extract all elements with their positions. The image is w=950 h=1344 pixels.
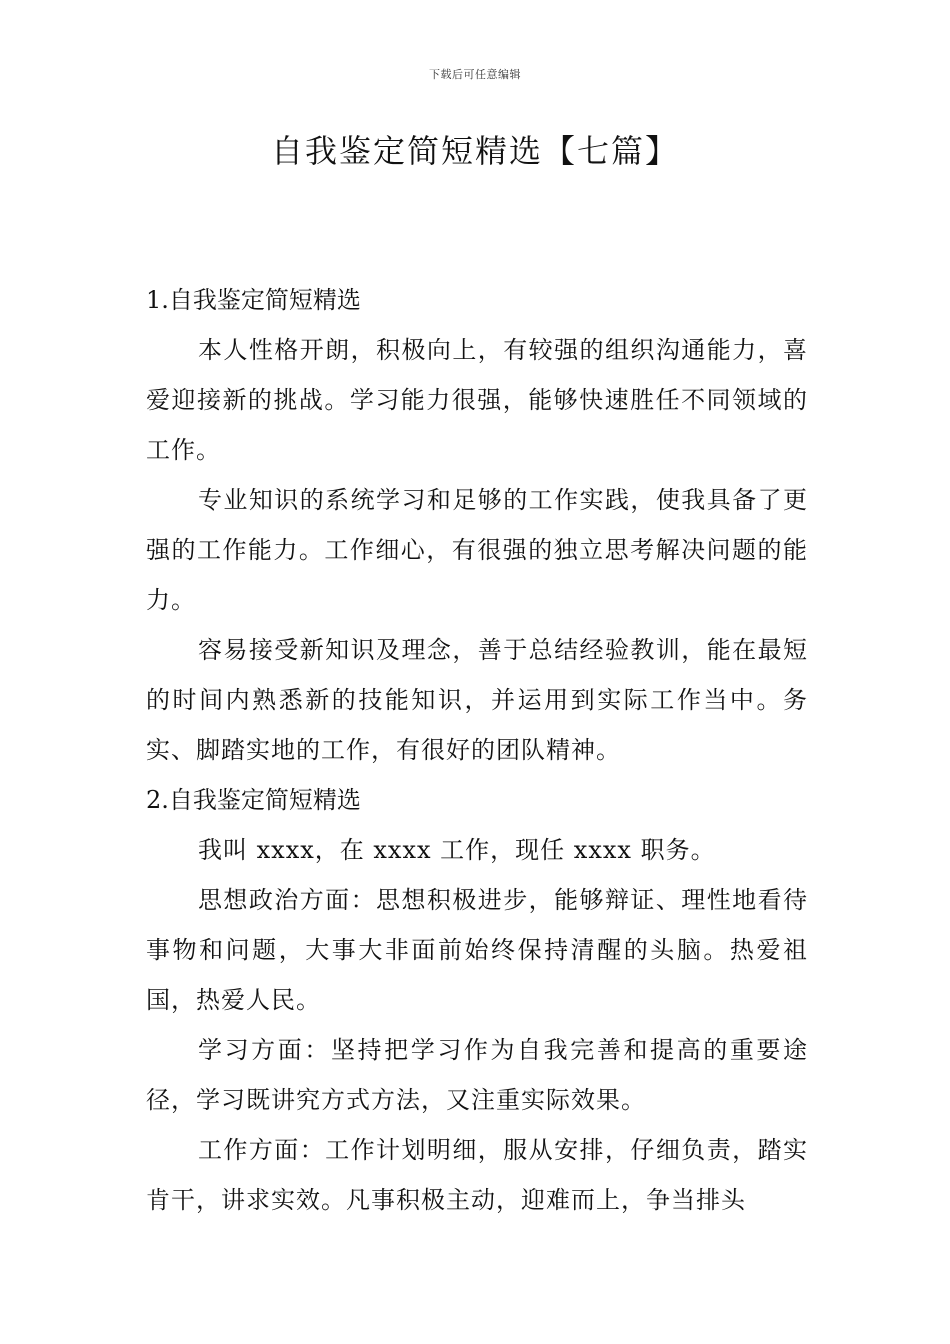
document-body: [146, 275, 808, 1225]
paragraph: 专业知识的系统学习和足够的工作实践，使我具备了更强的工作能力。工作细心，有很强的独立思考解决问题的能力。: [146, 486, 808, 614]
header-note: 下载后可任意编辑: [429, 68, 521, 81]
paragraph: 思想政治方面：思想积极进步，能够辩证、理性地看待事物和问题，大事大非面前始终保持清醒的头脑。热爱祖国，热爱人民。: [146, 886, 808, 1014]
section-2: [146, 775, 808, 1225]
section-1: [146, 275, 808, 775]
document-title: 自我鉴定简短精选【七篇】: [270, 132, 679, 170]
paragraph: 本人性格开朗，积极向上，有较强的组织沟通能力，喜爱迎接新的挑战。学习能力很强，能够快速胜任不同领域的工作。: [146, 336, 808, 464]
paragraph: 容易接受新知识及理念，善于总结经验教训，能在最短的时间内熟悉新的技能知识，并运用到实际工作当中。务实、脚踏实地的工作，有很好的团队精神。: [146, 636, 808, 764]
paragraph: 工作方面：工作计划明细，服从安排，仔细负责，踏实肯干，讲求实效。凡事积极主动，迎难而上，争当排头: [146, 1136, 808, 1214]
section-heading: 1.自我鉴定简短精选: [146, 286, 361, 314]
paragraph: 我叫 xxxx，在 xxxx 工作，现任 xxxx 职务。: [198, 836, 716, 864]
paragraph: 学习方面：坚持把学习作为自我完善和提高的重要途径，学习既讲究方式方法，又注重实际效果。: [146, 1036, 808, 1114]
section-heading: 2.自我鉴定简短精选: [146, 786, 361, 814]
